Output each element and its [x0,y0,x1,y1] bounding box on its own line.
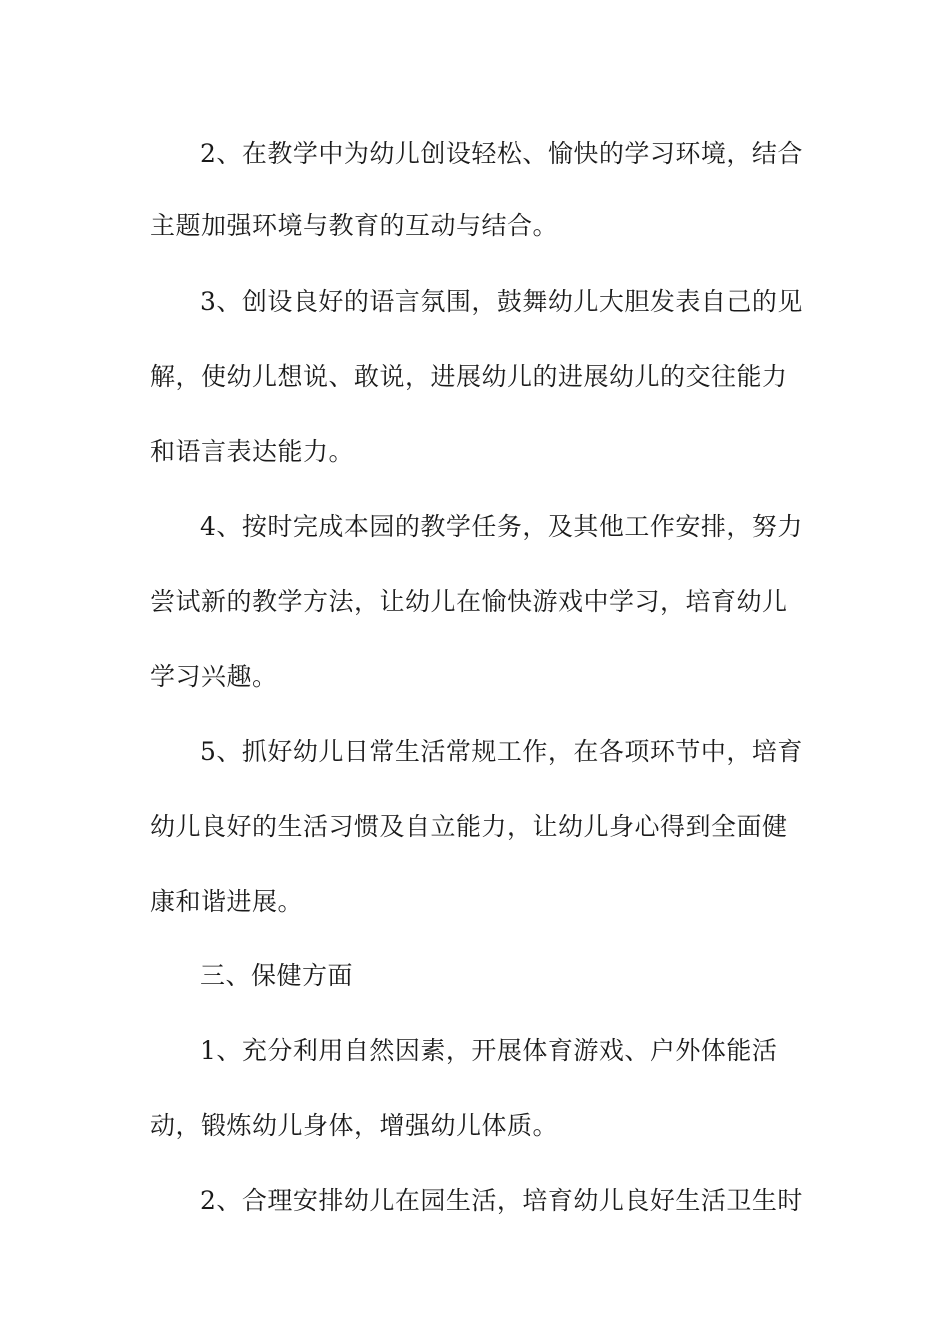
paragraph-line: 2、合理安排幼儿在园生活，培育幼儿良好生活卫生时 [200,1186,803,1215]
paragraph-line: 幼儿良好的生活习惯及自立能力，让幼儿身心得到全面健 [150,812,788,841]
paragraph-line: 学习兴趣。 [150,662,278,691]
paragraph-line: 康和谐进展。 [150,887,304,916]
paragraph-line: 1、充分利用自然因素，开展体育游戏、户外体能活 [200,1036,778,1065]
paragraph-line: 2、在教学中为幼儿创设轻松、愉快的学习环境，结合 [200,139,803,168]
paragraph-line: 3、创设良好的语言氛围，鼓舞幼儿大胆发表自己的见 [200,287,803,316]
paragraph-line: 主题加强环境与教育的互动与结合。 [150,211,559,240]
paragraph-line: 解，使幼儿想说、敢说，进展幼儿的进展幼儿的交往能力 [150,362,788,391]
paragraph-line: 动，锻炼幼儿身体，增强幼儿体质。 [150,1111,559,1140]
paragraph-line: 5、抓好幼儿日常生活常规工作，在各项环节中，培育 [200,737,803,766]
paragraph-line: 和语言表达能力。 [150,437,355,466]
paragraph-line: 4、按时完成本园的教学任务，及其他工作安排，努力 [200,512,803,541]
paragraph-line: 尝试新的教学方法，让幼儿在愉快游戏中学习，培育幼儿 [150,587,788,616]
section-heading: 三、保健方面 [200,961,354,990]
